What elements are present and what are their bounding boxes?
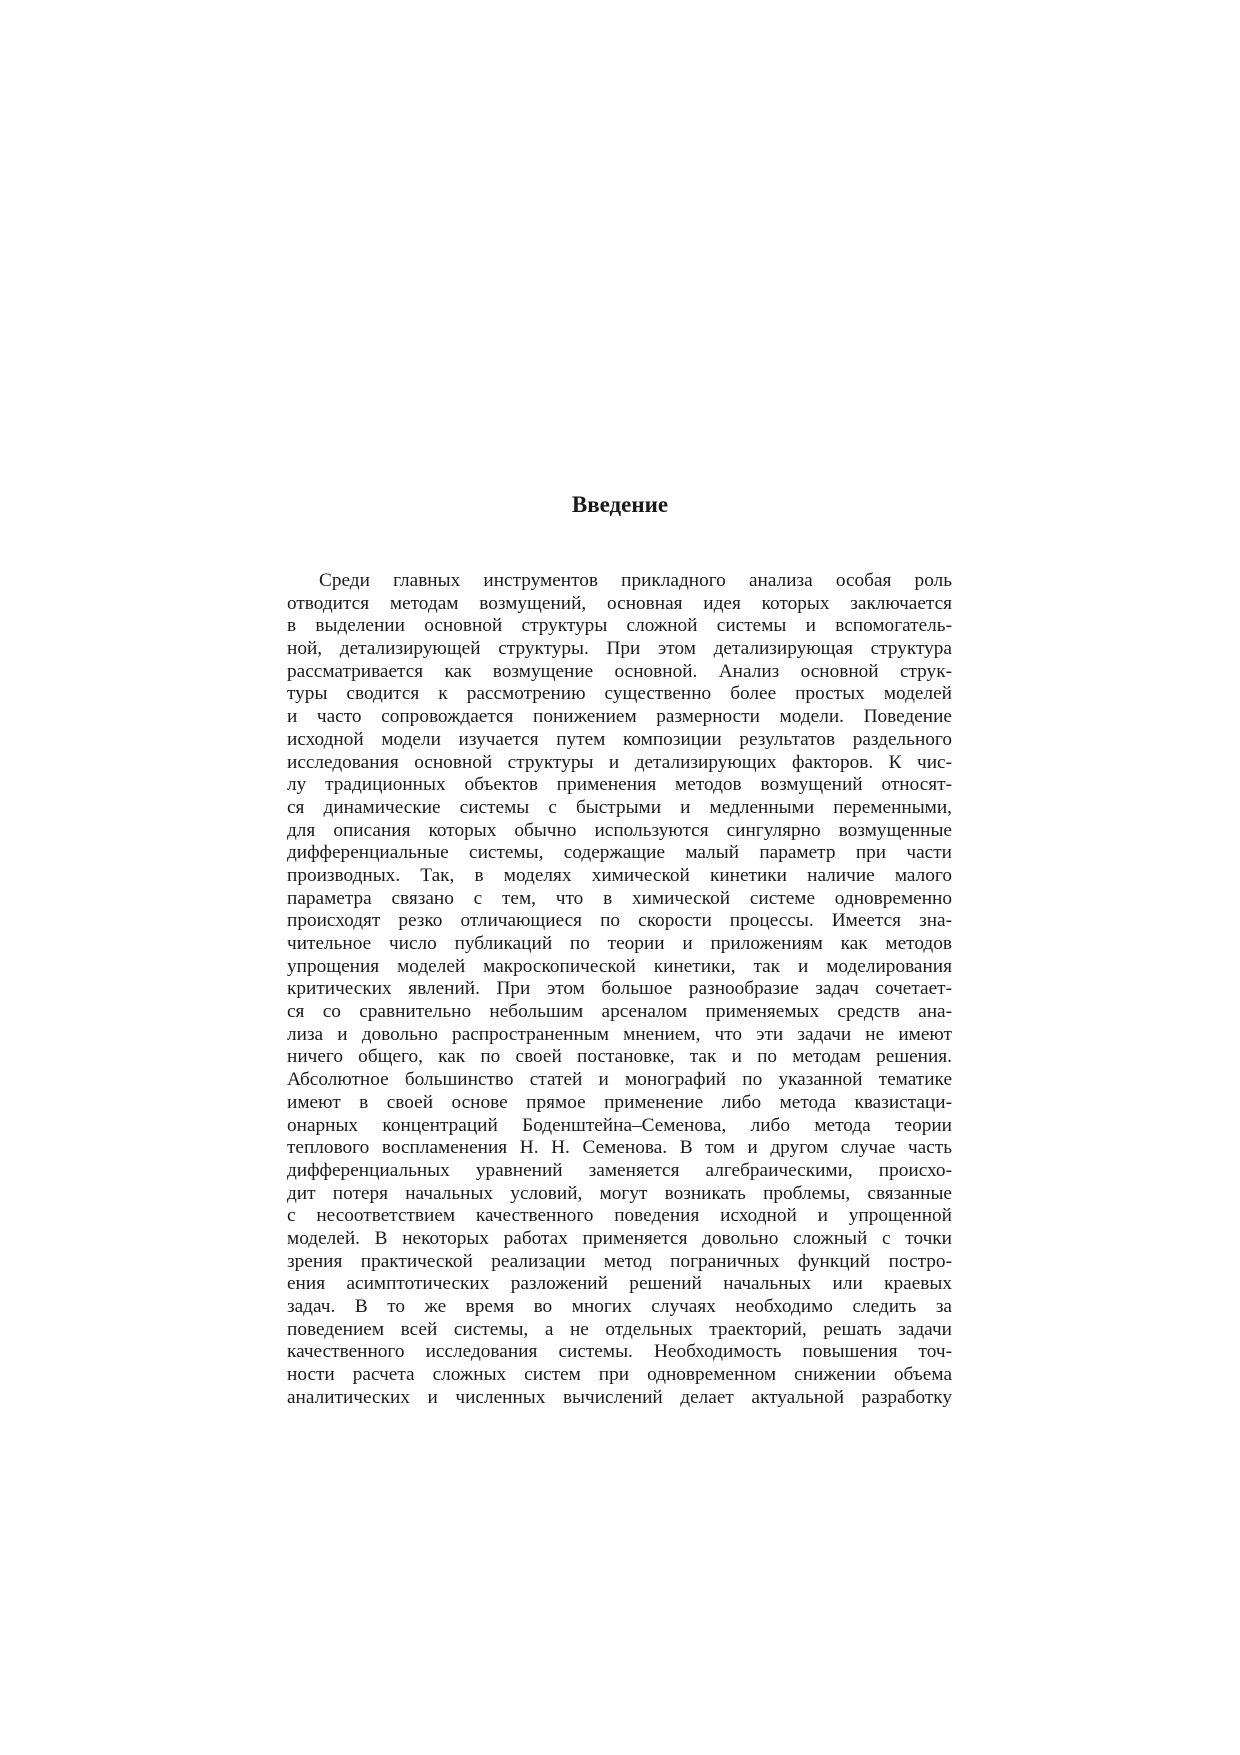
text-line: ности расчета сложных систем при одновременном снижении объема <box>287 1364 952 1386</box>
text-line: имеют в своей основе прямое применение либо метода квазистаци- <box>287 1091 952 1113</box>
text-line: задач. В то же время во многих случаях необходимо следить за <box>287 1296 952 1317</box>
text-line: туры сводится к рассмотрению существенно более простых моделей <box>287 683 952 705</box>
text-line: дит потеря начальных условий, могут возникать проблемы, связанные <box>287 1182 952 1204</box>
text-line: критических явлений. При этом большое разнообразие задач сочетает- <box>287 978 952 1000</box>
text-line: параметра связано с тем, что в химической системе одновременно <box>287 887 952 909</box>
text-line: Среди главных инструментов прикладного анализа особая роль <box>319 570 952 591</box>
text-line: моделей. В некоторых работах применяется довольно сложный с точки <box>287 1227 952 1249</box>
text-line: чительное число публикаций по теории и приложениям как методов <box>287 933 952 954</box>
text-line: исходной модели изучается путем композиции результатов раздельного <box>287 728 952 750</box>
text-line: аналитических и численных вычислений делает актуальной разработку <box>287 1386 952 1408</box>
text-line: ся динамические системы с быстрыми и медленными переменными, <box>287 796 952 818</box>
text-line: производных. Так, в моделях химической кинетики наличие малого <box>287 864 952 886</box>
text-line: качественного исследования системы. Необходимость повышения точ- <box>287 1341 952 1363</box>
text-line: Абсолютное большинство статей и монографий по указанной тематике <box>287 1069 952 1091</box>
text-line: ся со сравнительно небольшим арсеналом применяемых средств ана- <box>287 1001 952 1023</box>
text-line: лу традиционных объектов применения методов возмущений относят- <box>287 774 952 796</box>
text-line: и часто сопровождается понижением размерности модели. Поведение <box>287 706 952 728</box>
body-paragraph <box>287 570 952 1409</box>
text-line: ения асимптотических разложений решений начальных или краевых <box>287 1273 952 1295</box>
text-line: дифференциальных уравнений заменяется алгебраическими, происхо- <box>287 1159 952 1181</box>
section-heading: Введение <box>571 492 669 517</box>
text-line: лиза и довольно распространенным мнением, что эти задачи не имеют <box>287 1023 952 1045</box>
text-line: в выделении основной структуры сложной системы и вспомогатель- <box>287 615 952 637</box>
text-line: ничего общего, как по своей постановке, так и по методам решения. <box>287 1046 952 1068</box>
text-line: поведением всей системы, а не отдельных траекторий, решать задачи <box>287 1318 952 1340</box>
text-line: упрощения моделей макроскопической кинетики, так и моделирования <box>287 955 952 977</box>
text-line: исследования основной структуры и детализирующих факторов. К чис- <box>287 751 952 773</box>
text-line: с несоответствием качественного поведения исходной и упрощенной <box>287 1205 952 1227</box>
text-line: происходят резко отличающиеся по скорости процессы. Имеется зна- <box>287 910 952 932</box>
text-line: теплового воспламенения Н. Н. Семенова. В том и другом случае часть <box>287 1137 952 1159</box>
text-line: для описания которых обычно используются сингулярно возмущенные <box>287 819 952 841</box>
text-line: онарных концентраций Боденштейна–Семенова, либо метода теории <box>287 1114 952 1136</box>
text-line: дифференциальные системы, содержащие малый параметр при части <box>287 842 952 864</box>
text-line: рассматривается как возмущение основной. Анализ основной струк- <box>287 660 952 682</box>
text-line: зрения практической реализации метод пограничных функций постро- <box>287 1250 952 1272</box>
text-line: ной, детализирующей структуры. При этом детализирующая структура <box>287 638 952 660</box>
text-line: отводится методам возмущений, основная идея которых заключается <box>287 592 952 614</box>
